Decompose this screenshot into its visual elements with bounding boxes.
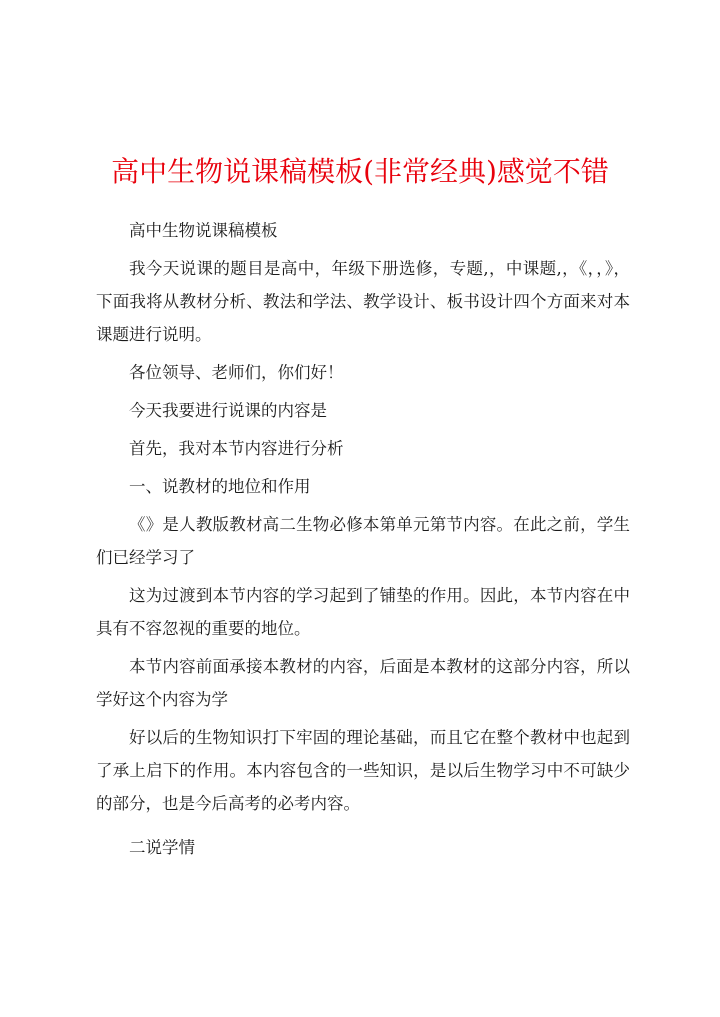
paragraph-intro: 我今天说课的题目是高中，年级下册选修，专题,，中课题,，《，，》，下面我将从教材分析、教法和学法、教学设计、板书设计四个方面来对本课题进行说明。 xyxy=(96,259,630,344)
paragraph-textbook: 《》是人教版教材高二生物必修本第单元第节内容。在此之前，学生们已经学习了 xyxy=(96,515,630,567)
paragraph-greeting: 各位领导、老师们，你们好！ xyxy=(129,363,344,382)
paragraph-topic: 今天我要进行说课的内容是 xyxy=(129,401,327,420)
document-title: 高中生物说课稿模板(非常经典)感觉不错 xyxy=(111,155,609,188)
paragraph-subtitle: 高中生物说课稿模板 xyxy=(129,221,278,240)
paragraph-connection: 本节内容前面承接本教材的内容，后面是本教材的这部分内容，所以学好这个内容为学 xyxy=(96,657,630,709)
paragraph-foundation: 好以后的生物知识打下牢固的理论基础，而且它在整个教材中也起到了承上启下的作用。本内容包含的一些知识，是以后生物学习中不可缺少的部分，也是今后高考的必考内容。 xyxy=(96,728,630,813)
section-heading-learners: 二说学情 xyxy=(129,838,195,857)
paragraph-analysis: 首先，我对本节内容进行分析 xyxy=(129,439,344,458)
document-body xyxy=(96,214,630,864)
paragraph-transition: 这为过渡到本节内容的学习起到了铺垫的作用。因此，本节内容在中具有不容忽视的重要的地位。 xyxy=(96,586,630,638)
section-heading-textbook: 一、说教材的地位和作用 xyxy=(129,477,311,496)
